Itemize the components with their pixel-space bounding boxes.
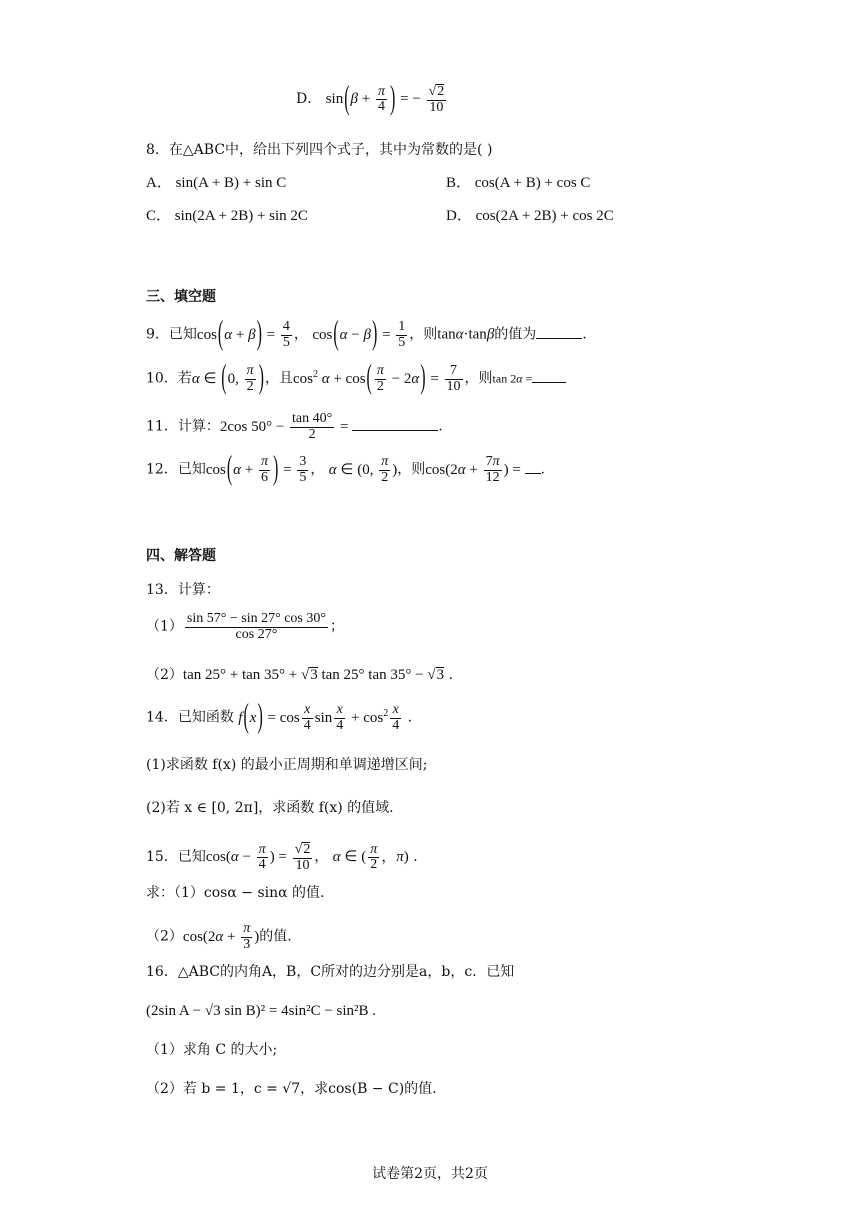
q16-equation: (2sin A − √3 sin B)² = 4sin²C − sin²B .	[146, 1003, 377, 1019]
q15-part1: 求：（1）cosα − sinα 的值.	[146, 885, 325, 901]
q15-stem: 15．已知cos(α − $\frac{\pi}{4}$ ) = $\frac{√2}{10}$ ， α ∈ ( $\frac{\pi}{2}$ ，π) .	[146, 841, 418, 873]
q14-stem: 14．已知函数 f(x) = cos $\frac{x}{4}$ sin $\frac{x}{4}$ + $\cos^2$ $\frac{x}{4}$ .	[146, 699, 413, 735]
q15-part2: （2）cos(2α + $\frac{\pi}{3}$ )的值.	[146, 921, 292, 952]
q13-stem: 13．计算：	[146, 582, 220, 598]
q8-option-c: C． sin(2A + 2B) + sin 2C	[146, 208, 308, 224]
q16-part2: （2）若 b = 1，c = √7，求cos(B − C)的值.	[146, 1081, 437, 1097]
q16-part1: （1）求角 C 的大小;	[146, 1042, 278, 1058]
q13-part1: （1） $\frac{\sin 57^\circ - \sin 27^\circ \cos 30^\circ}{\cos 27^\circ}$ ；	[146, 611, 344, 642]
q11: 11．计算：2cos 50° − $\frac{\tan 40^\circ}{2}$ = .	[146, 411, 443, 442]
q7-option-d-label: D．	[296, 91, 322, 108]
q7-formula: sin(β + $\frac{\pi}{4}$ ) = − $\frac{√2}{10}$	[325, 80, 445, 117]
q14-part2: (2)若 x ∈ [0, 2π]，求函数 f(x) 的值域.	[146, 800, 394, 816]
q7-option-d	[296, 80, 448, 117]
page-footer: 试卷第2页，共2页	[372, 1166, 488, 1182]
q8-stem: 8．在△ABC中，给出下列四个式子，其中为常数的是( )	[146, 142, 493, 158]
q12: 12．已知cos(α + $\frac{\pi}{6}$ ) = $\frac{3}{5}$ ， α ∈ (0, $\frac{\pi}{2}$ )，则cos(2α + $\frac{7\pi}{12}$ ) = .	[146, 451, 545, 487]
section-fill-in-heading: 三、填空题	[146, 289, 216, 305]
q8-option-b: B． cos(A + B) + cos C	[446, 175, 591, 191]
section-answer-heading: 四、解答题	[146, 548, 216, 564]
q13-part2: （2）tan 25° + tan 35° + √3 tan 25° tan 35° − √3 .	[146, 667, 453, 683]
q16-stem: 16．△ABC的内角A，B，C所对的边分别是a，b，c．已知	[146, 964, 515, 980]
q10: 10．若α ∈ (0, $\frac{\pi}{2}$ )，且$\cos^2 \alpha + \cos$( $\frac{\pi}{2}$ − 2α) = $\frac{7}{10}$ ，则tan 2α =	[146, 364, 566, 394]
q8-option-a: A． sin(A + B) + sin C	[146, 175, 287, 191]
q9: 9．已知cos(α + β) = $\frac{4}{5}$ ， cos(α − β) = $\frac{1}{5}$ ，则tanα·tanβ的值为 .	[146, 316, 587, 352]
q8-option-d: D． cos(2A + 2B) + cos 2C	[446, 208, 614, 224]
q14-part1: (1)求函数 f(x) 的最小正周期和单调递增区间;	[146, 757, 428, 773]
